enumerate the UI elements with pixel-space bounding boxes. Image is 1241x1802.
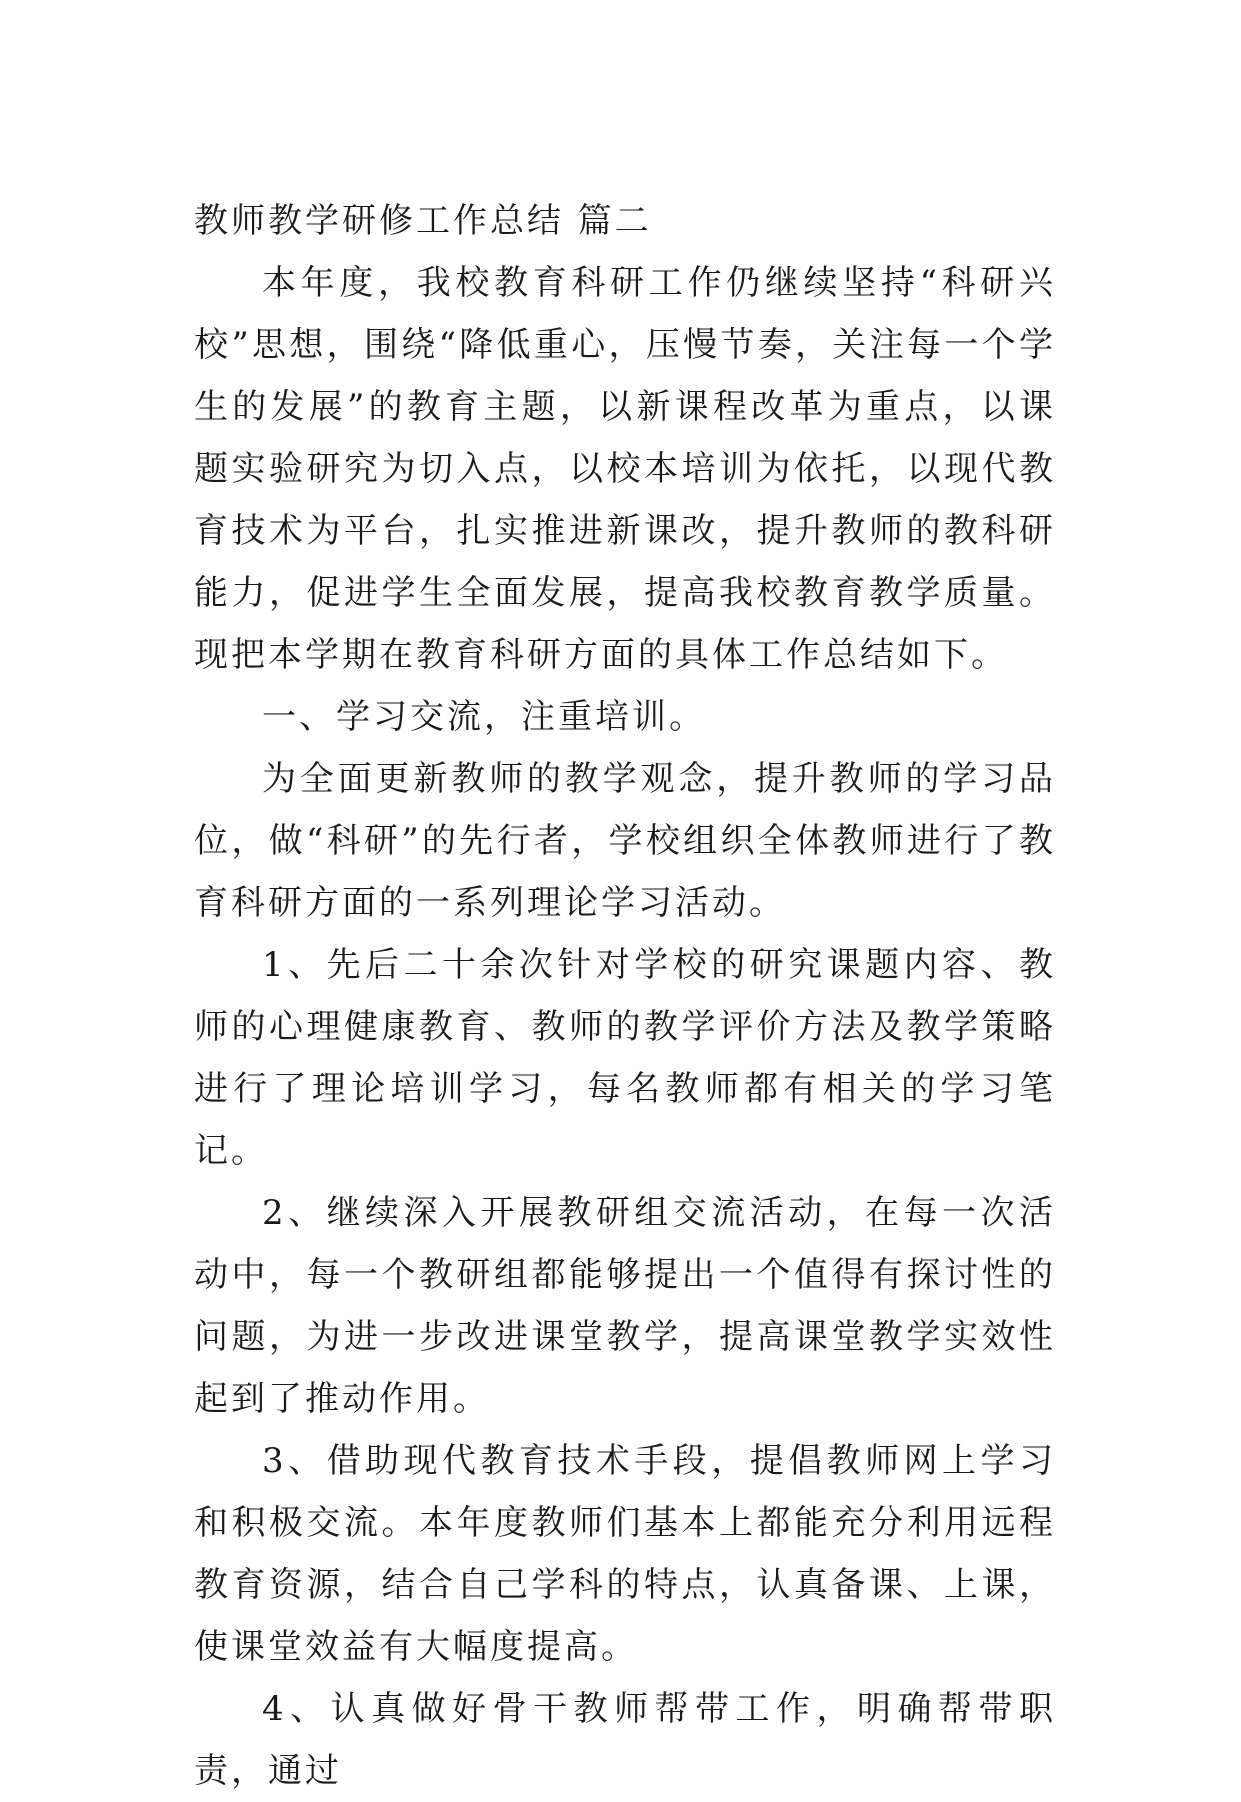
section-heading-1: 一、学习交流，注重培训。 <box>262 697 706 737</box>
paragraph-intro: 本年度，我校教育科研工作仍继续坚持“科研兴校”思想，围绕“降低重心，压慢节奏，关注每一个学生的发展”的教育主题，以新课程改革为重点，以课题实验研究为切入点，以校本培训为依托，以现代教育技术为平台，扎实推进新课改，提升教师的教科研能力，促进学生全面发展，提高我校教育教学质量。现把本学期在教育科研方面的具体工作总结如下。 <box>194 263 1056 675</box>
list-item-2: 2、继续深入开展教研组交流活动，在每一次活动中，每一个教研组都能够提出一个值得有探讨性的问题，为进一步改进课堂教学，提高课堂教学实效性起到了推动作用。 <box>194 1193 1056 1419</box>
paragraph-section-1: 为全面更新教师的教学观念，提升教师的学习品位，做“科研”的先行者，学校组织全体教师进行了教育科研方面的一系列理论学习活动。 <box>194 759 1056 923</box>
list-item-3: 3、借助现代教育技术手段，提倡教师网上学习和积极交流。本年度教师们基本上都能充分利用远程教育资源，结合自己学科的特点，认真备课、上课，使课堂效益有大幅度提高。 <box>194 1441 1056 1667</box>
list-item-1: 1、先后二十余次针对学校的研究课题内容、教师的心理健康教育、教师的教学评价方法及教学策略进行了理论培训学习，每名教师都有相关的学习笔记。 <box>194 945 1056 1171</box>
document-title: 教师教学研修工作总结 篇二 <box>194 201 652 241</box>
list-item-4: 4、认真做好骨干教师帮带工作，明确帮带职责，通过 <box>194 1689 1056 1791</box>
document-page <box>194 190 1056 1802</box>
